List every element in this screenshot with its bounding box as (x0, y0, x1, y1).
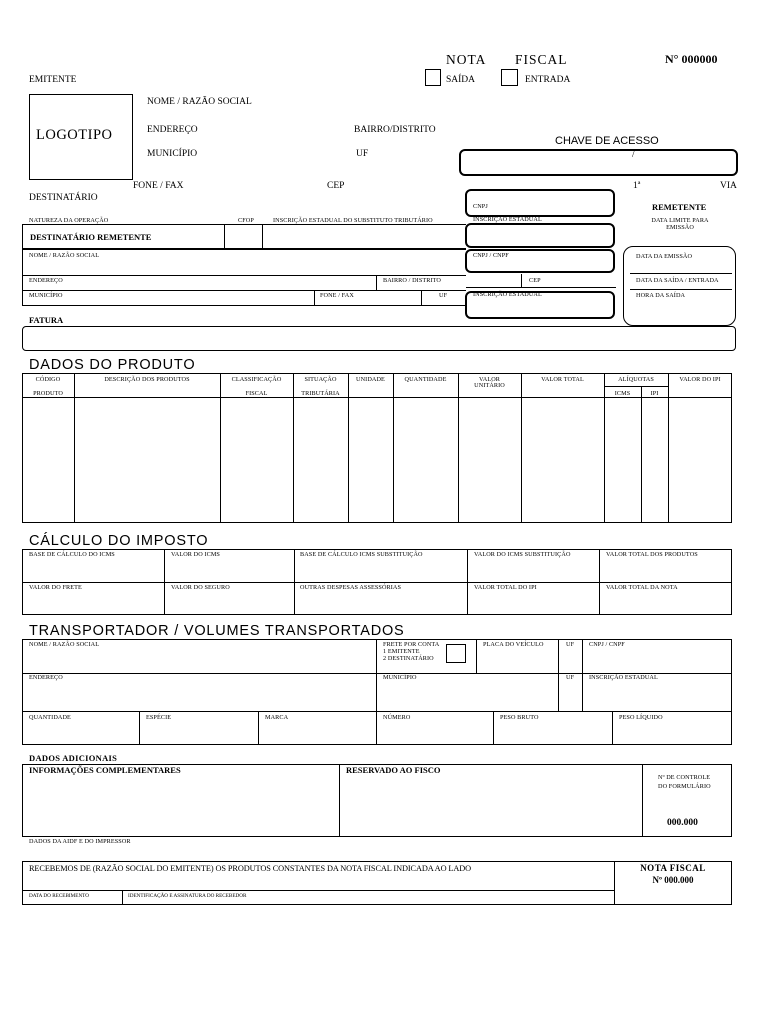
transporte-table (22, 639, 732, 745)
especie-label: ESPÉCIE (146, 714, 172, 721)
divider (466, 287, 616, 288)
data-limite-label: DATA LIMITE PARA EMISSÃO (651, 217, 709, 231)
transp-municipio-label: MUNICÍPIO (383, 674, 417, 681)
fone-fax-label: FONE / FAX (133, 181, 184, 191)
frete-destinatario-label: 2 DESTINATÁRIO (383, 655, 434, 662)
imposto-section-title: CÁLCULO DO IMPOSTO (29, 533, 209, 549)
valor-seguro-label: VALOR DO SEGURO (171, 584, 230, 591)
logo-placeholder: LOGOTIPO (36, 127, 113, 143)
entrada-checkbox[interactable] (501, 69, 518, 86)
col-unitario: UNITÁRIO (474, 382, 505, 389)
transp-uf-label: UF (566, 641, 575, 648)
produto-section-title: DADOS DO PRODUTO (29, 357, 196, 373)
chave-acesso-value: / (632, 150, 635, 160)
recibo-nota-fiscal-label: NOTA FISCAL (640, 863, 706, 873)
divider (421, 290, 422, 306)
col-fiscal: FISCAL (245, 390, 268, 397)
destinatario-remetente-label: DESTINATÁRIO REMETENTE (30, 232, 152, 242)
divider (476, 639, 477, 673)
col-quantidade: QUANTIDADE (404, 376, 447, 383)
quantidade-label: QUANTIDADE (29, 714, 71, 721)
municipio-label: MUNICÍPIO (147, 149, 198, 159)
endereco-label: ENDEREÇO (147, 125, 198, 135)
col-ipi: IPI (650, 390, 659, 397)
divider (493, 711, 494, 745)
saida-checkbox[interactable] (425, 69, 441, 86)
divider (376, 639, 377, 745)
inscricao-estadual-label-2: INSCRIÇÃO ESTADUAL (473, 291, 542, 298)
col-produto: PRODUTO (33, 390, 63, 397)
col-valor: VALOR (478, 376, 500, 383)
peso-bruto-label: PESO BRUTO (500, 714, 539, 721)
divider (599, 549, 600, 615)
divider (339, 764, 340, 837)
divider (22, 711, 732, 712)
divider (376, 275, 377, 290)
col-valor-total: VALOR TOTAL (541, 376, 584, 383)
divider (258, 711, 259, 745)
entrada-label: ENTRADA (525, 75, 571, 85)
controle-label: Nº DE CONTROLE DO FORMULÁRIO (658, 774, 711, 790)
col-codigo: CÓDIGO (35, 376, 61, 383)
col-tributaria: TRIBUTÁRIA (301, 390, 340, 397)
chave-acesso-field[interactable] (459, 149, 738, 176)
valor-icms-label: VALOR DO ICMS (171, 551, 220, 558)
inscricao-subst-label: INSCRIÇÃO ESTADUAL DO SUBSTITUTO TRIBUTÁRIO (273, 217, 433, 224)
cnpj-cnpf-label: CNPJ / CNPF (473, 252, 509, 259)
aliquotas-divider (604, 386, 668, 387)
frete-emitente-label: 1 EMITENTE (383, 648, 420, 655)
dest-bairro-label: BAIRRO / DISTRITO (383, 277, 441, 284)
divider (393, 373, 394, 523)
destinatario-label: DESTINATÁRIO (29, 193, 98, 203)
divider (22, 275, 466, 276)
controle-numero: 000.000 (667, 818, 698, 828)
inscricao-estadual-label: INSCRIÇÃO ESTADUAL (473, 216, 542, 223)
valor-produtos-label: VALOR TOTAL DOS PRODUTOS (606, 551, 698, 558)
transp-nome-label: NOME / RAZÃO SOCIAL (29, 641, 100, 648)
divider (122, 890, 123, 905)
col-unidade: UNIDADE (356, 376, 385, 383)
placa-label: PLACA DO VEÍCULO (483, 641, 544, 648)
saida-label: SAÍDA (446, 75, 476, 85)
transp-endereco-label: ENDEREÇO (29, 674, 63, 681)
chave-acesso-label: CHAVE DE ACESSO (555, 135, 659, 147)
inscricao-estadual-field[interactable] (465, 223, 615, 248)
divider (22, 582, 732, 583)
data-recebimento-label: DATA DO RECEBIMENTO (29, 893, 90, 899)
fiscal-label: FISCAL (515, 52, 568, 67)
divider (467, 549, 468, 615)
via-label: VIA (720, 181, 737, 191)
divider (612, 711, 613, 745)
valor-nota-label: VALOR TOTAL DA NOTA (606, 584, 678, 591)
base-icms-sub-label: BASE DE CÁLCULO ICMS SUBSTITUIÇÃO (300, 551, 423, 558)
divider (458, 373, 459, 523)
marca-label: MARCA (265, 714, 289, 721)
remetente-label: REMETENTE (652, 202, 707, 212)
valor-ipi-total-label: VALOR TOTAL DO IPI (474, 584, 537, 591)
data-emissao-label: DATA DA EMISSÃO (636, 253, 693, 260)
nome-razao-label: NOME / RAZÃO SOCIAL (147, 97, 252, 107)
numero-label: NÚMERO (383, 714, 411, 721)
divider (294, 549, 295, 615)
divider (224, 224, 225, 249)
nota-label: NOTA (446, 52, 487, 67)
recibo-nota-numero: Nº 000.000 (652, 875, 694, 885)
divider (74, 373, 75, 523)
bairro-label: BAIRRO/DISTRITO (354, 125, 436, 135)
peso-liquido-label: PESO LÍQUIDO (619, 714, 663, 721)
dest-fone-label: FONE / FAX (320, 292, 354, 299)
dest-municipio-label: MUNICÍPIO (29, 292, 63, 299)
aidf-label: DADOS DA AIDF E DO IMPRESSOR (29, 838, 131, 845)
cfop-label: CFOP (238, 217, 254, 224)
nota-numero: N° 000000 (665, 52, 718, 66)
col-situacao: SITUAÇÃO (304, 376, 337, 383)
divider (164, 549, 165, 615)
reservado-fisco-label: RESERVADO AO FISCO (346, 765, 441, 775)
cep-label: CEP (327, 181, 345, 191)
via-number: 1ª (633, 181, 641, 191)
divider (22, 290, 466, 291)
transp-inscricao-label: INSCRIÇÃO ESTADUAL (589, 674, 658, 681)
hora-saida-label: HORA DA SAÍDA (636, 292, 686, 299)
frete-conta-label: FRETE POR CONTA (383, 641, 440, 648)
natureza-label: NATUREZA DA OPERAÇÃO (29, 217, 109, 224)
identificacao-label: IDENTIFICAÇÃO E ASSINATURA DO RECEBEDOR (128, 893, 247, 899)
divider (521, 373, 522, 523)
valor-frete-label: VALOR DO FRETE (29, 584, 82, 591)
uf-label: UF (356, 149, 369, 159)
col-aliquotas: ALÍQUOTAS (618, 376, 654, 383)
col-descricao: DESCRIÇÃO DOS PRODUTOS (104, 376, 190, 383)
dest-uf-label: UF (439, 292, 448, 299)
divider (521, 274, 522, 288)
divider (630, 273, 732, 274)
transp-cnpj-label: CNPJ / CNPF (589, 641, 625, 648)
valor-icms-sub-label: VALOR DO ICMS SUBSTITUIÇÃO (474, 551, 571, 558)
transp-uf2-label: UF (566, 674, 575, 681)
col-icms: ICMS (614, 390, 631, 397)
recebemos-label: RECEBEMOS DE (RAZÃO SOCIAL DO EMITENTE) OS PRODUTOS CONSTANTES DA NOTA FISCAL INDICADA AO LADO (29, 864, 472, 873)
dest-cep-label: CEP (529, 277, 541, 284)
transporte-section-title: TRANSPORTADOR / VOLUMES TRANSPORTADOS (29, 623, 405, 639)
cnpj-label: CNPJ (473, 203, 488, 210)
divider (641, 386, 642, 523)
fatura-label: FATURA (29, 315, 64, 325)
emitente-label: EMITENTE (29, 75, 77, 85)
dest-endereco-label: ENDEREÇO (29, 277, 63, 284)
adicionais-title: DADOS ADICIONAIS (29, 753, 118, 763)
divider (348, 373, 349, 523)
produto-header-divider (22, 397, 732, 398)
divider (558, 639, 559, 711)
divider (668, 373, 669, 523)
fatura-field[interactable] (22, 326, 736, 351)
frete-conta-checkbox[interactable] (446, 644, 466, 663)
col-valor-ipi: VALOR DO IPI (679, 376, 721, 383)
divider (262, 224, 263, 249)
divider (22, 890, 614, 891)
outras-despesas-label: OUTRAS DESPESAS ASSESSÓRIAS (300, 584, 402, 591)
base-icms-label: BASE DE CÁLCULO DO ICMS (29, 551, 115, 558)
divider (582, 639, 583, 711)
col-classificacao: CLASSIFICAÇÃO (231, 376, 282, 383)
divider (314, 290, 315, 306)
dest-nome-label: NOME / RAZÃO SOCIAL (29, 252, 100, 259)
informacoes-label: INFORMAÇÕES COMPLEMENTARES (29, 765, 181, 775)
divider (642, 764, 643, 837)
divider (630, 289, 732, 290)
divider (139, 711, 140, 745)
data-saida-label: DATA DA SAÍDA / ENTRADA (636, 277, 719, 284)
